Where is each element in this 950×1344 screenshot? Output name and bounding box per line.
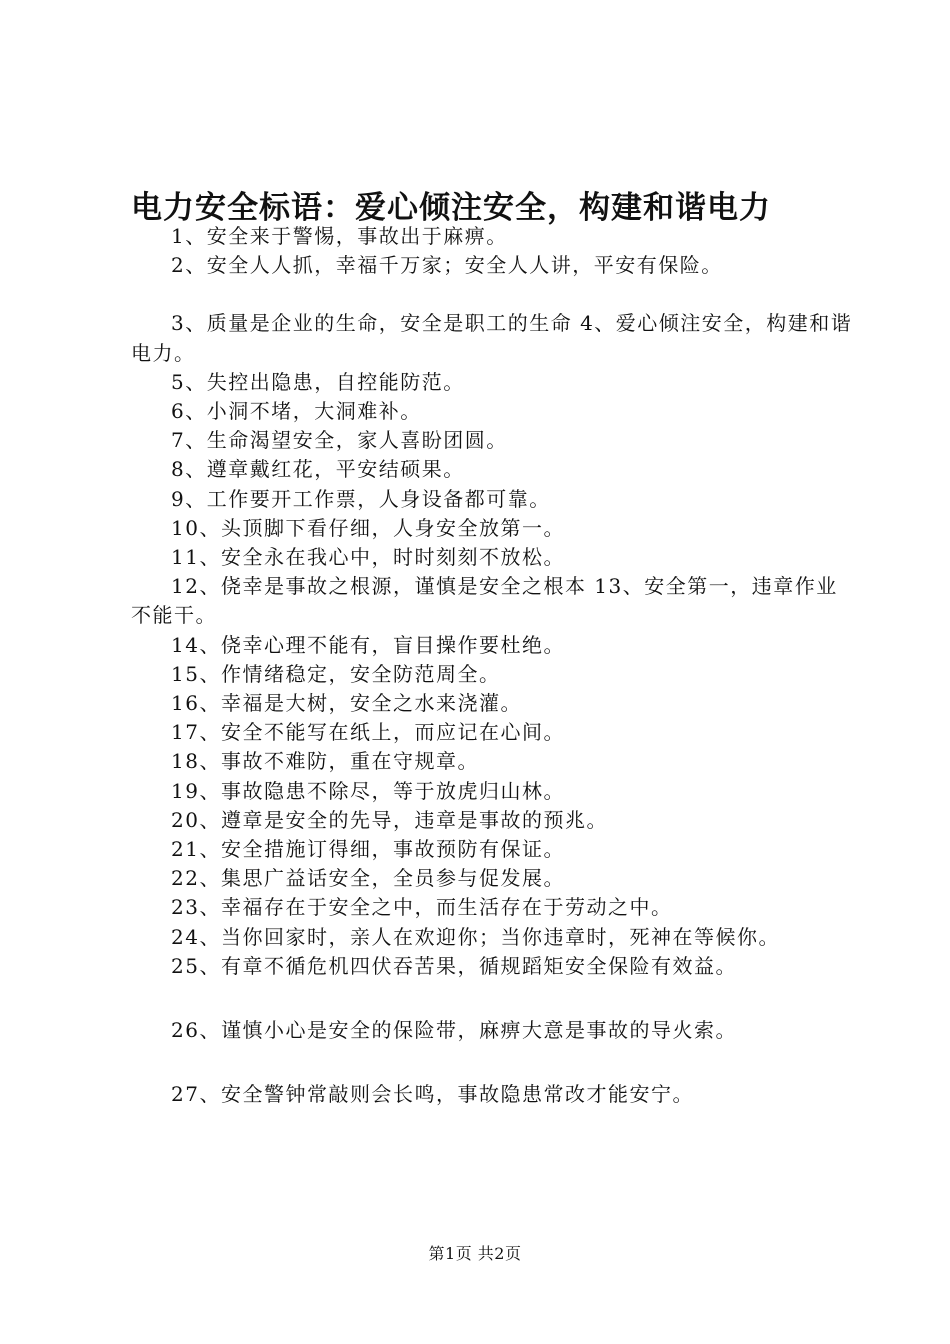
page-number-footer: 第1页 共2页: [428, 1244, 522, 1263]
paragraph: 18、事故不难防，重在守规章。: [171, 749, 479, 774]
paragraph: 17、安全不能写在纸上，而应记在心间。: [171, 720, 565, 745]
paragraph: 23、幸福存在于安全之中，而生活存在于劳动之中。: [171, 895, 673, 920]
paragraph: 26、谨慎小心是安全的保险带，麻痹大意是事故的导火索。: [171, 1018, 737, 1043]
paragraph: 6、小洞不堵，大洞难补。: [171, 399, 422, 424]
document-body: [131, 222, 853, 1109]
paragraph: 8、遵章戴红花，平安结硕果。: [171, 457, 465, 482]
paragraph: 2、安全人人抓，幸福千万家；安全人人讲，平安有保险。: [171, 253, 723, 278]
paragraph: 21、安全措施订得细，事故预防有保证。: [171, 837, 565, 862]
paragraph: 25、有章不循危机四伏吞苦果，循规蹈矩安全保险有效益。: [171, 953, 737, 978]
paragraph: 5、失控出隐患，自控能防范。: [171, 369, 465, 394]
paragraph: 3、质量是企业的生命，安全是职工的生命 4、爱心倾注安全，构建和谐电力。: [131, 311, 853, 365]
paragraph: 22、集思广益话安全，全员参与促发展。: [171, 866, 565, 891]
paragraph: 11、安全永在我心中，时时刻刻不放松。: [171, 545, 565, 570]
paragraph: 9、工作要开工作票，人身设备都可靠。: [171, 486, 551, 511]
paragraph: 27、安全警钟常敲则会长鸣，事故隐患常改才能安宁。: [171, 1082, 694, 1107]
paragraph: 10、头顶脚下看仔细，人身安全放第一。: [171, 515, 565, 540]
paragraph: 19、事故隐患不除尽，等于放虎归山林。: [171, 778, 565, 803]
paragraph: 1、安全来于警惕，事故出于麻痹。: [171, 224, 508, 248]
paragraph: 20、遵章是安全的先导，违章是事故的预兆。: [171, 807, 608, 832]
paragraph: 16、幸福是大树，安全之水来浇灌。: [171, 691, 522, 716]
document-title: 电力安全标语：爱心倾注安全，构建和谐电力: [131, 190, 771, 226]
paragraph: 24、当你回家时，亲人在欢迎你；当你违章时，死神在等候你。: [171, 924, 780, 949]
paragraph: 7、生命渴望安全，家人喜盼团圆。: [171, 428, 508, 453]
paragraph: 14、侥幸心理不能有，盲目操作要杜绝。: [171, 632, 565, 657]
paragraph: 12、侥幸是事故之根源，谨慎是安全之根本 13、安全第一，违章作业不能干。: [131, 574, 838, 628]
paragraph: 15、作情绪稳定，安全防范周全。: [171, 661, 501, 686]
